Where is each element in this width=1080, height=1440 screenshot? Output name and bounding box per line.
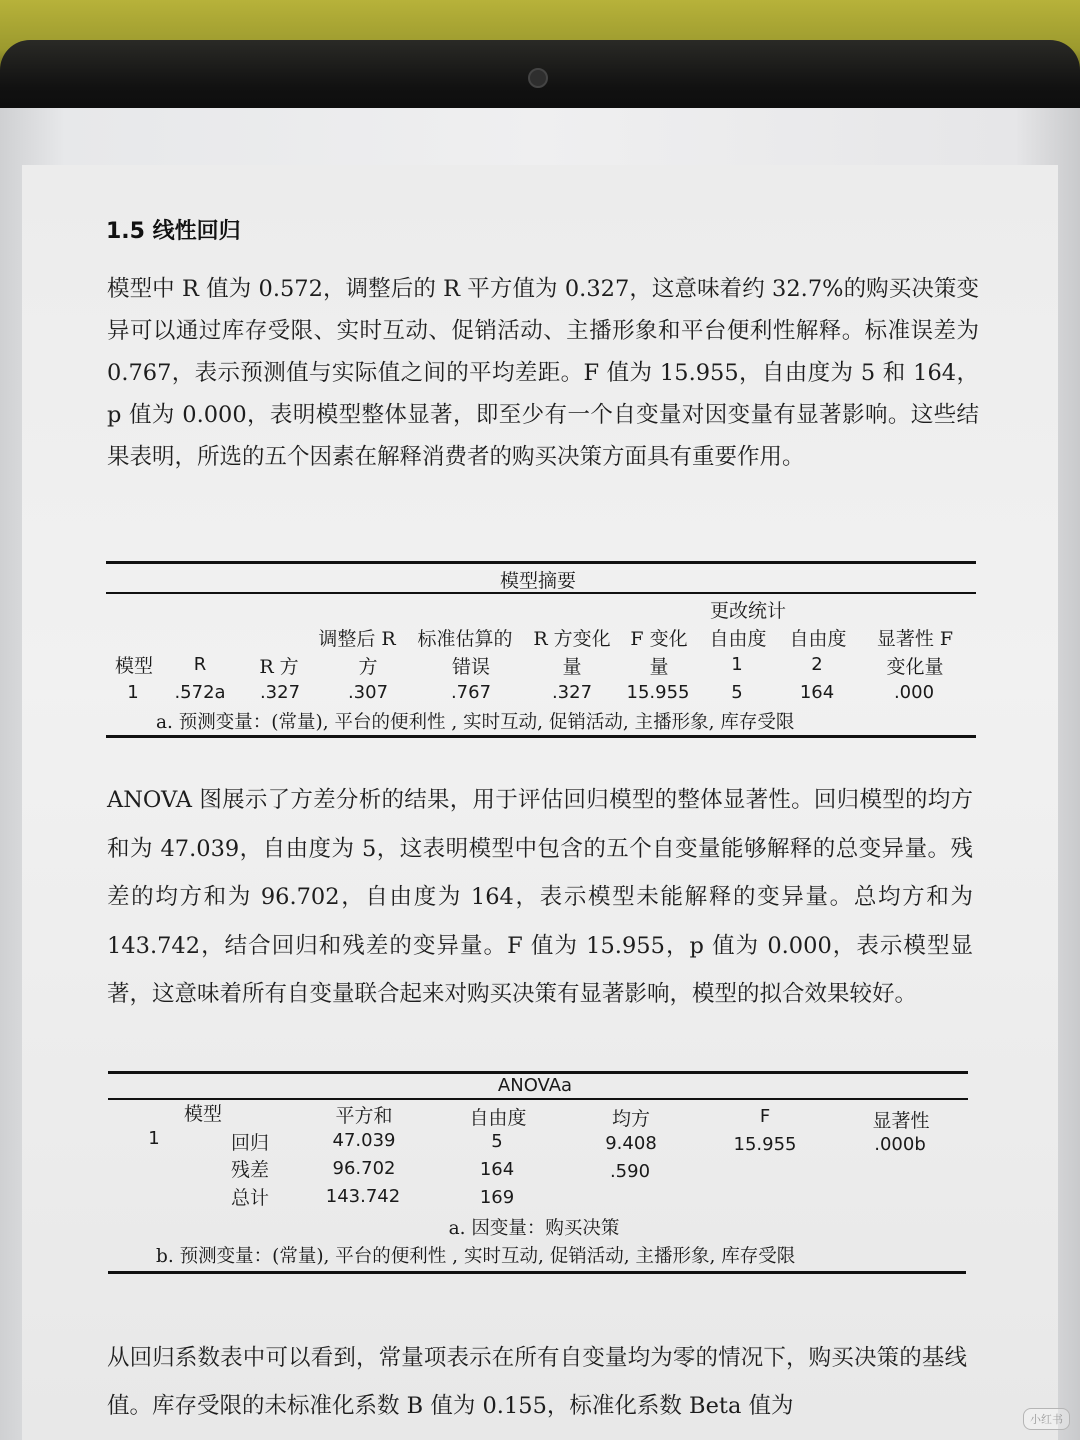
table-title: 模型摘要 (499, 570, 577, 592)
anova-cell-sig: .000b (874, 1134, 926, 1155)
column-group-header: 更改统计 (709, 600, 787, 622)
cell-r-squared: .327 (259, 682, 301, 703)
header-sig-f-line2: 变化量 (886, 656, 944, 678)
cell-adj-r-squared: .307 (347, 682, 389, 703)
anova-top-rule (108, 1071, 968, 1074)
anova-cell-ms: .590 (609, 1161, 651, 1182)
anova-cell-df: 5 (491, 1131, 503, 1152)
header-adj-r-line2: 方 (358, 656, 378, 678)
header-r: R (193, 654, 207, 675)
anova-bottom-rule (108, 1271, 966, 1274)
header-se-line1: 标准估算的 (417, 628, 513, 650)
anova-cell-ss: 96.702 (332, 1158, 396, 1179)
anova-header-model: 模型 (183, 1103, 223, 1125)
header-df2-line2: 2 (811, 654, 823, 675)
paragraph-anova-summary: ANOVA 图展示了方差分析的结果，用于评估回归模型的整体显著性。回归模型的均方和为 47.039，自由度为 5，这表明模型中包含的五个自变量能够解释的总变异量。残差的均方和为 96.702，自由度为 164，表示模型未能解释的变异量。总均方和为 143.742，结合回归和残差的变异量。F 值为 15.955，p 值为 0.000，表示模型显著，这意味着所有自变量联合起来对购买决策有显著影响，模型的拟合效果较好。 (107, 787, 973, 1007)
header-df1-line2: 1 (731, 654, 743, 675)
cell-r: .572a (174, 682, 226, 703)
anova-cell-ms: 9.408 (605, 1133, 657, 1154)
paragraph-coefficients: 从回归系数表中可以看到，常量项表示在所有自变量均为零的情况下，购买决策的基线值。库存受限的未标准化系数 B 值为 0.155，标准化系数 Beta 值为 (107, 1345, 967, 1419)
table-bottom-rule (106, 735, 976, 738)
anova-model-number: 1 (148, 1128, 160, 1149)
anova-cell-f: 15.955 (733, 1134, 797, 1155)
anova-row-label: 总计 (230, 1187, 270, 1209)
cell-df1: 5 (731, 682, 743, 703)
header-df2-line1: 自由度 (789, 628, 847, 650)
anova-row-label: 回归 (230, 1132, 270, 1154)
anova-header-ms: 均方 (611, 1108, 651, 1130)
watermark-logo: 小红书 (1023, 1408, 1070, 1430)
header-rsq-change-line2: 量 (562, 656, 582, 678)
anova-cell-ss: 47.039 (332, 1130, 396, 1151)
anova-cell-df: 169 (479, 1187, 515, 1208)
header-sig-f-line1: 显著性 F (876, 628, 954, 650)
section-heading: 1.5 线性回归 (106, 219, 241, 244)
header-rsq-change-line1: R 方变化 (533, 628, 611, 650)
table-header-rule (106, 592, 976, 594)
anova-title: ANOVAa (497, 1075, 573, 1096)
cell-sig-f-change: .000 (893, 682, 935, 703)
cell-df2: 164 (799, 682, 835, 703)
webcam-icon (528, 68, 548, 88)
anova-header-sig: 显著性 (872, 1110, 930, 1132)
anova-header-rule (108, 1098, 968, 1100)
anova-footnote-a: a. 因变量：购买决策 (448, 1218, 620, 1239)
header-df1-line1: 自由度 (709, 628, 767, 650)
anova-header-ss: 平方和 (335, 1105, 393, 1127)
anova-row-label: 残差 (230, 1159, 270, 1181)
header-f-change-line1: F 变化 (630, 628, 688, 650)
anova-cell-df: 164 (479, 1159, 515, 1180)
cell-model: 1 (127, 682, 139, 703)
header-r-squared: R 方 (259, 656, 299, 678)
table-top-rule (106, 561, 976, 564)
header-adj-r-line1: 调整后 R (318, 628, 396, 650)
cell-std-error: .767 (450, 682, 492, 703)
anova-header-df: 自由度 (469, 1107, 527, 1129)
table-footnote: a. 预测变量：(常量), 平台的便利性 , 实时互动, 促销活动, 主播形象, 库存受限 (156, 712, 795, 733)
header-f-change-line2: 量 (649, 656, 669, 678)
cell-rsq-change: .327 (551, 682, 593, 703)
anova-header-f: F (759, 1106, 771, 1127)
paragraph-regression-summary: 模型中 R 值为 0.572，调整后的 R 平方值为 0.327，这意味着约 32.7%的购买决策变异可以通过库存受限、实时互动、促销活动、主播形象和平台便利性解释。标准误差为 0.767，表示预测值与实际值之间的平均差距。F 值为 15.955，自由度为 5 和 164，p 值为 0.000，表明模型整体显著，即至少有一个自变量对因变量有显著影响。这些结果表明，所选的五个因素在解释消费者的购买决策方面具有重要作用。 (107, 276, 979, 470)
header-se-line2: 错误 (451, 656, 491, 678)
anova-cell-ss: 143.742 (325, 1186, 401, 1207)
header-model: 模型 (114, 655, 154, 677)
anova-footnote-b: b. 预测变量：(常量), 平台的便利性 , 实时互动, 促销活动, 主播形象, 库存受限 (156, 1246, 796, 1267)
cell-f-change: 15.955 (626, 682, 690, 703)
